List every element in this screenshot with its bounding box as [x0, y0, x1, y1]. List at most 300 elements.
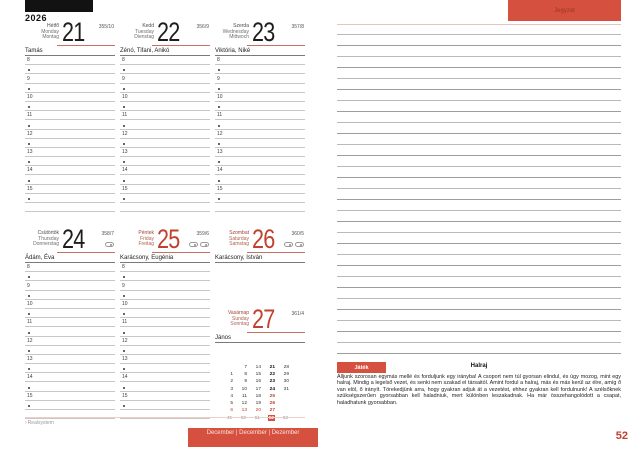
note-line	[337, 199, 621, 210]
hour-row	[120, 185, 210, 194]
year-label: 2026	[25, 13, 48, 23]
hour-row	[25, 166, 115, 175]
hour-row	[120, 65, 210, 74]
half-hour-dot	[123, 276, 125, 278]
mini-calendar-row	[215, 355, 305, 370]
day-names: Vasárnap Sunday Sonntag	[227, 310, 249, 328]
half-hour-dot	[123, 161, 125, 163]
day-of-year: 358/7	[101, 231, 114, 237]
mini-calendar-day: 19	[255, 400, 261, 406]
hour-row	[120, 318, 210, 327]
mini-calendar-day: 9	[244, 379, 247, 385]
day-names: Szombat Saturday Samstag	[228, 230, 249, 248]
mini-calendar-day: 29	[283, 372, 289, 378]
hour-row	[215, 139, 305, 148]
hour-label: 13	[27, 149, 33, 156]
nameday-label: Karácsony, Eugénia	[120, 253, 210, 263]
holiday-icon	[189, 242, 198, 247]
hour-row	[120, 175, 210, 184]
hour-row	[25, 120, 115, 129]
hour-label: 14	[217, 167, 223, 174]
moon-phase-icon	[200, 242, 209, 247]
hour-row	[25, 337, 115, 346]
hour-row	[120, 102, 210, 111]
half-hour-dot	[28, 332, 30, 334]
note-line	[337, 188, 621, 199]
day-underline	[152, 252, 210, 253]
half-hour-dot	[218, 69, 220, 71]
hour-row	[25, 74, 115, 83]
hour-label: 15	[217, 185, 223, 192]
mini-calendar-day: 6	[230, 408, 233, 414]
half-hour-dot	[28, 276, 30, 278]
mini-calendar-row	[215, 398, 305, 414]
note-line	[337, 45, 621, 56]
mini-calendar-day: 23	[269, 379, 275, 385]
mini-calendar-day: 18	[255, 393, 261, 399]
mini-calendar-day: 13	[241, 408, 247, 414]
mini-calendar-day: 12	[241, 400, 247, 406]
half-hour-dot	[123, 332, 125, 334]
hour-row	[215, 65, 305, 74]
hour-row	[120, 157, 210, 166]
half-hour-dot	[28, 143, 30, 145]
hour-row	[215, 130, 305, 139]
half-hour-dot	[28, 180, 30, 182]
hour-label: 9	[27, 282, 30, 289]
day-of-year: 361/4	[291, 311, 304, 317]
brand-logo: ›Realsystem	[25, 420, 54, 426]
month-footer-label: December | December | Dezember	[206, 430, 300, 436]
hour-row	[215, 120, 305, 129]
moon-phase-icon	[295, 242, 304, 247]
hour-label: 12	[122, 337, 128, 344]
half-hour-dot	[123, 313, 125, 315]
day-underline	[247, 45, 305, 46]
hour-row	[25, 373, 115, 382]
half-hour-dot	[28, 313, 30, 315]
day-header	[215, 305, 305, 333]
day-number: 27	[252, 304, 275, 334]
mini-calendar-day: 25	[269, 393, 275, 399]
hour-row	[120, 148, 210, 157]
mini-calendar-day: 21	[269, 365, 275, 370]
note-line	[337, 320, 621, 331]
hour-row	[120, 111, 210, 120]
day-names: Csütörtök Thursday Donnerstag	[33, 230, 59, 248]
note-line	[337, 34, 621, 45]
hour-row	[120, 373, 210, 382]
hour-label: 15	[27, 185, 33, 192]
hour-label: 8	[122, 264, 125, 271]
mini-calendar-row	[215, 362, 305, 378]
day-icons	[103, 242, 114, 260]
day-column-monday	[25, 18, 115, 212]
day-header	[120, 225, 210, 253]
mini-calendar-week-row	[215, 406, 305, 424]
note-line	[337, 56, 621, 67]
half-hour-dot	[28, 69, 30, 71]
half-hour-dot	[123, 368, 125, 370]
hour-row	[25, 364, 115, 373]
hour-row	[215, 175, 305, 184]
day-number: 25	[157, 224, 180, 254]
game-title: Halraj	[470, 363, 488, 369]
notes-tab	[508, 0, 621, 21]
day-underline	[152, 45, 210, 46]
hour-label: 13	[122, 149, 128, 156]
hour-row	[215, 148, 305, 157]
hour-label: 13	[122, 356, 128, 363]
hour-row	[25, 139, 115, 148]
hour-label: 11	[27, 112, 33, 119]
note-line	[337, 67, 621, 78]
note-line	[337, 122, 621, 133]
hour-row	[120, 203, 210, 212]
mini-calendar-day: 3	[230, 386, 233, 392]
hour-label: 12	[122, 130, 128, 137]
half-hour-dot	[218, 106, 220, 108]
mini-calendar-day: 7	[244, 365, 247, 370]
hour-row	[25, 102, 115, 111]
half-hour-dot	[123, 198, 125, 200]
hour-row	[25, 203, 115, 212]
hour-row	[25, 194, 115, 203]
hour-row	[215, 93, 305, 102]
hour-label: 10	[122, 93, 128, 100]
half-hour-dot	[218, 161, 220, 163]
half-hour-dot	[123, 125, 125, 127]
half-hour-dot	[28, 198, 30, 200]
hour-row	[25, 93, 115, 102]
nameday-label: János	[215, 333, 305, 343]
hour-grid	[25, 263, 115, 419]
hour-row	[120, 300, 210, 309]
week-number: 51	[254, 415, 260, 421]
hour-row	[25, 111, 115, 120]
day-names: Péntek Friday Freitag	[138, 230, 154, 248]
game-description: Álljunk szorosan egymás mellé és forduljunk egy irányba! A csoport nem túl gyorsan elindul, és úgy mozog, mint egy halraj. Mindig a legelső vezet, és senki nem szakad el társaitól. Amint fordul a halraj, más és más kerül az élre, amíg ő van elöl, ő irányít. Törekedjünk arra, hogy gyakran adjuk át a vezetést, ehhez gyakran kell fordulnunk! A szélsőknek szükségszerűen gyorsabban kell haladniuk, mert különben leszakadnak. Ha már összehangolódott a csapat, haladhatunk gyorsabban.	[337, 374, 621, 406]
hour-row	[25, 318, 115, 327]
month-footer-box	[188, 428, 318, 447]
hour-row	[215, 111, 305, 120]
half-hour-dot	[123, 295, 125, 297]
day-of-year: 355/10	[98, 24, 114, 30]
half-hour-dot	[218, 125, 220, 127]
hour-row	[215, 185, 305, 194]
day-underline	[57, 252, 115, 253]
hour-row	[25, 263, 115, 272]
hour-row	[120, 194, 210, 203]
day-names: Hétfő Monday Montag	[41, 23, 59, 41]
nameday-label: Ádám, Éva	[25, 253, 115, 263]
hour-grid	[120, 56, 210, 212]
half-hour-dot	[123, 69, 125, 71]
day-column-sunday	[215, 305, 305, 343]
note-line	[337, 221, 621, 232]
day-number: 24	[62, 224, 85, 254]
note-line	[337, 166, 621, 177]
hour-row	[120, 327, 210, 336]
note-line	[337, 265, 621, 276]
notes-lines	[337, 34, 621, 364]
mini-calendar-row	[215, 384, 305, 399]
half-hour-dot	[123, 106, 125, 108]
day-underline	[247, 252, 305, 253]
hour-row	[25, 309, 115, 318]
hour-row	[120, 120, 210, 129]
hour-label: 14	[122, 167, 128, 174]
mini-calendar-day: 10	[241, 386, 247, 392]
mini-calendar-day: 31	[283, 386, 289, 392]
hour-label: 8	[27, 57, 30, 64]
hour-label: 8	[217, 57, 220, 64]
day-header	[25, 18, 115, 46]
week-number: 50	[240, 415, 246, 421]
hour-row	[120, 392, 210, 401]
hour-row	[120, 56, 210, 65]
hour-label: 11	[122, 319, 128, 326]
hour-label: 10	[27, 300, 33, 307]
half-hour-dot	[123, 405, 125, 407]
hour-row	[25, 272, 115, 281]
day-header	[215, 18, 305, 46]
note-line	[337, 298, 621, 309]
moon-phase-icon	[105, 242, 114, 247]
hour-row	[120, 346, 210, 355]
day-underline	[247, 332, 305, 333]
day-number: 21	[62, 17, 85, 47]
day-column-tuesday	[120, 18, 210, 212]
hour-label: 9	[122, 282, 125, 289]
hour-label: 9	[122, 75, 125, 82]
day-names: Kedd Tuesday Dienstag	[134, 23, 154, 41]
day-column-saturday	[215, 225, 305, 263]
day-column-wednesday	[215, 18, 305, 212]
hour-label: 15	[122, 185, 128, 192]
hour-row	[120, 84, 210, 93]
hour-label: 11	[217, 112, 223, 119]
hour-row	[120, 337, 210, 346]
note-line	[337, 111, 621, 122]
hour-row	[25, 65, 115, 74]
hour-label: 11	[27, 319, 33, 326]
note-line	[337, 100, 621, 111]
hour-label: 13	[217, 149, 223, 156]
day-of-year: 360/5	[291, 231, 304, 237]
day-column-thursday	[25, 225, 115, 419]
notes-top-rule	[337, 24, 621, 25]
mini-calendar-day: 16	[255, 379, 261, 385]
hour-row	[25, 327, 115, 336]
hour-label: 8	[122, 57, 125, 64]
note-line	[337, 78, 621, 89]
hour-row	[215, 102, 305, 111]
mini-calendar-day: 1	[230, 372, 233, 378]
hour-row	[215, 166, 305, 175]
mini-calendar-day: 11	[242, 393, 247, 399]
hour-row	[120, 139, 210, 148]
hour-row	[215, 56, 305, 65]
nameday-label: Zénó, Tifani, Anikó	[120, 46, 210, 56]
day-icons	[187, 242, 209, 260]
half-hour-dot	[218, 88, 220, 90]
hour-row	[25, 281, 115, 290]
mini-calendar-day: 17	[255, 386, 261, 392]
day-header	[25, 225, 115, 253]
hour-row	[25, 401, 115, 410]
half-hour-dot	[218, 143, 220, 145]
hour-label: 9	[27, 75, 30, 82]
note-line	[337, 232, 621, 243]
hour-row	[25, 382, 115, 391]
note-line	[337, 210, 621, 221]
mini-calendar-day: 26	[269, 400, 275, 406]
hour-row	[120, 74, 210, 83]
hour-label: 10	[122, 300, 128, 307]
hour-label: 14	[27, 374, 33, 381]
hour-row	[25, 56, 115, 65]
hour-label: 13	[27, 356, 33, 363]
hour-label: 12	[27, 337, 33, 344]
hour-label: 12	[217, 130, 223, 137]
day-icons	[282, 242, 304, 260]
day-number: 22	[157, 17, 180, 47]
hour-row	[25, 392, 115, 401]
hour-row	[120, 382, 210, 391]
hour-label: 10	[27, 93, 33, 100]
hour-grid	[120, 263, 210, 419]
mini-calendar-day: 22	[269, 372, 275, 378]
hour-label: 15	[27, 392, 33, 399]
hour-row	[120, 291, 210, 300]
page-number: 52	[615, 430, 628, 442]
half-hour-dot	[28, 125, 30, 127]
note-line	[337, 276, 621, 287]
hour-grid	[215, 56, 305, 212]
hour-row	[215, 74, 305, 83]
half-hour-dot	[123, 180, 125, 182]
hour-row	[215, 203, 305, 212]
day-of-year: 359/6	[196, 231, 209, 237]
mini-calendar-day: 8	[244, 372, 247, 378]
day-number: 26	[252, 224, 275, 254]
hour-row	[25, 346, 115, 355]
brand-chevron-icon: ›	[25, 420, 27, 426]
hour-label: 11	[122, 112, 128, 119]
hour-row	[25, 148, 115, 157]
half-hour-dot	[28, 368, 30, 370]
hour-row	[120, 166, 210, 175]
note-line	[337, 309, 621, 320]
nameday-label: Viktória, Niké	[215, 46, 305, 56]
half-hour-dot	[123, 350, 125, 352]
day-of-year: 357/8	[291, 24, 304, 30]
note-line	[337, 133, 621, 144]
half-hour-dot	[218, 198, 220, 200]
left-page-footer-line	[25, 417, 305, 418]
day-names: Szerda Wednesday Mittwoch	[222, 23, 249, 41]
day-column-friday	[120, 225, 210, 419]
nameday-label: Tamás	[25, 46, 115, 56]
hour-row	[25, 291, 115, 300]
note-line	[337, 144, 621, 155]
hour-row	[25, 300, 115, 309]
hour-row	[25, 185, 115, 194]
day-underline	[57, 45, 115, 46]
week-number: 52	[268, 415, 274, 421]
hour-label: 10	[217, 93, 223, 100]
day-of-year: 356/9	[196, 24, 209, 30]
mini-calendar-day: 27	[269, 408, 275, 414]
notes-tab-label: Jegyzet	[554, 8, 575, 14]
holiday-icon	[284, 242, 293, 247]
note-line	[337, 155, 621, 166]
mini-calendar-day: 5	[230, 400, 233, 406]
hour-row	[120, 401, 210, 410]
hour-row	[25, 157, 115, 166]
half-hour-dot	[123, 387, 125, 389]
hour-row	[120, 364, 210, 373]
day-header	[215, 225, 305, 253]
note-line	[337, 254, 621, 265]
hour-row	[25, 130, 115, 139]
week-number: 53	[282, 415, 288, 421]
hour-label: 9	[217, 75, 220, 82]
hour-row	[120, 309, 210, 318]
hour-row	[25, 355, 115, 364]
hour-row	[120, 130, 210, 139]
hour-label: 12	[27, 130, 33, 137]
hour-row	[120, 263, 210, 272]
hour-row	[215, 157, 305, 166]
mini-month-calendar	[215, 355, 305, 424]
note-line	[337, 177, 621, 188]
half-hour-dot	[28, 161, 30, 163]
game-tab: Játék	[337, 362, 386, 373]
half-hour-dot	[218, 180, 220, 182]
mini-calendar-day: 20	[255, 408, 261, 414]
hour-label: 8	[27, 264, 30, 271]
half-hour-dot	[28, 387, 30, 389]
half-hour-dot	[123, 143, 125, 145]
mini-calendar-day: 15	[255, 372, 261, 378]
hour-row	[215, 84, 305, 93]
hour-label: 14	[122, 374, 128, 381]
half-hour-dot	[123, 88, 125, 90]
half-hour-dot	[28, 350, 30, 352]
hour-label: 14	[27, 167, 33, 174]
mini-calendar-day: 30	[283, 379, 289, 385]
hour-row	[120, 355, 210, 364]
mini-calendar-row	[215, 377, 305, 392]
note-line	[337, 287, 621, 298]
hour-row	[25, 175, 115, 184]
note-line	[337, 243, 621, 254]
hour-row	[215, 194, 305, 203]
day-number: 23	[252, 17, 275, 47]
day-header	[120, 18, 210, 46]
hour-row	[120, 272, 210, 281]
mini-calendar-day: 24	[269, 386, 275, 392]
hour-row	[120, 281, 210, 290]
nameday-label: Karácsony, István	[215, 253, 305, 263]
hour-grid	[25, 56, 115, 212]
hour-row	[120, 93, 210, 102]
note-line	[337, 89, 621, 100]
half-hour-dot	[28, 106, 30, 108]
week-number: 49	[226, 415, 232, 421]
